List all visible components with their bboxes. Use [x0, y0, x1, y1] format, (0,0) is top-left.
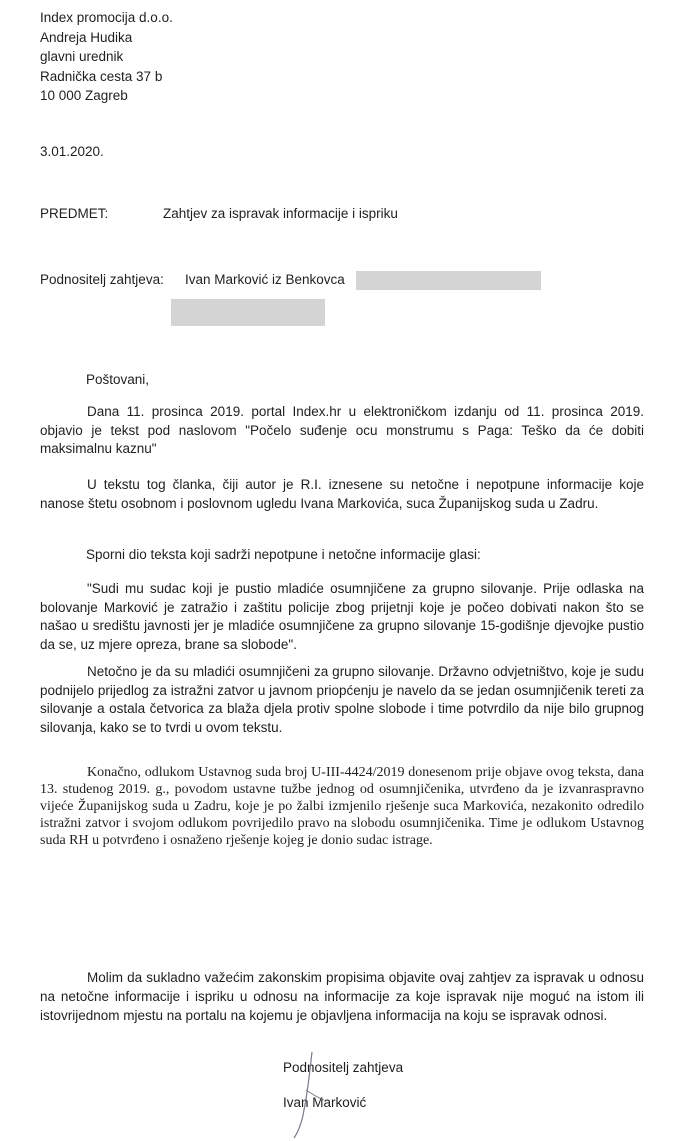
body-paragraph: Dana 11. prosinca 2019. portal Index.hr u elektroničkom izdanju od 11. prosinca 2019. objavio je tekst pod naslovom "Počelo suđenje ocu monstrumu s Paga: Teško da će dobiti maksimalnu kaznu": [40, 404, 644, 457]
closing-paragraph: Molim da sukladno važećim zakonskim propisima objavite ovaj zahtjev za ispravak u odnosu na netočne informacije i ispriku u odnosu na informacije za koje ispravak nije moguć na istom ili istovrijednom mjestu na portalu na kojemu je objavljena informacija na koju se ispravak odnosi.: [40, 970, 644, 1023]
letter-date: 3.01.2020.: [40, 144, 104, 159]
greeting: Poštovani,: [86, 372, 150, 387]
sender-city: 10 000 Zagreb: [40, 88, 128, 103]
sender-street: Radnička cesta 37 b: [40, 68, 163, 84]
subject-label: PREDMET:: [40, 206, 109, 221]
subject-text: Zahtjev za ispravak informacije i ispriku: [163, 206, 398, 221]
redacted-block: [171, 299, 325, 326]
body-paragraph: Sporni dio teksta koji sadrži nepotpune i netočne informacije glasi:: [86, 547, 481, 562]
sender-company: Index promocija d.o.o.: [40, 10, 173, 25]
signature-label: Podnositelj zahtjeva: [283, 1060, 404, 1075]
handwritten-signature: [290, 1050, 330, 1140]
redacted-block: [356, 271, 541, 290]
body-paragraph: U tekstu tog članka, čiji autor je R.I. iznesene su netočne i nepotpune informacije koje nanose štetu osobnom i poslovnom ugledu Ivana Markovića, suca Županijskog suda u Zadru.: [40, 477, 644, 511]
sender-role: glavni urednik: [40, 49, 124, 64]
sender-address: [40, 8, 173, 106]
sender-person: Andreja Hudika: [40, 29, 133, 45]
signature-name: Ivan Marković: [283, 1095, 367, 1110]
body-paragraph: Konačno, odlukom Ustavnog suda broj U-III-4424/2019 donesenom prije objave ovog teksta, dana 13. studenog 2019. g., povodom ustavne tužbe jednog od osumnjičenika, utvrđeno da je izvanraspravno vijeće Županijskog suda u Zadru, koje je po žalbi izmjenilo rješenje suca Markovića, nezakonito odredilo istražni zatvor i svojom odlukom povrijedilo pravo na slobodu osumnjičenika. Time je odlukom Ustavnog suda RH u potvrđeno i osnaženo rješenje kojeg je donio sudac istrage.: [40, 765, 644, 848]
requester-name: Ivan Marković iz Benkovca: [185, 272, 345, 287]
requester-label: Podnositelj zahtjeva:: [40, 272, 164, 287]
body-paragraph: Netočno je da su mladići osumnjičeni za grupno silovanje. Državno odvjetništvo, koje je sudu podnijelo prijedlog za istražni zatvor u javnom priopćenju je navelo da se jedan osumnjičenik tereti za silovanje a ostala četvorica za blaža djela protiv spolne slobode i time potvrdilo da nije bilo grupnog silovanja, kako se to tvrdi u ovom tekstu.: [40, 664, 644, 735]
quoted-paragraph: "Sudi mu sudac koji je pustio mladiće osumnjičene za grupno silovanje. Prije odlaska na bolovanje Marković je zatražio i zaštitu policije zbog prijetnji koje je počeo dobivati nakon što se našao u središtu javnosti jer je mladiće osumnjičene za grupno silovanje 15-godišnje djevojke pustio da se, uz mjere opreza, brane sa slobode".: [40, 581, 644, 652]
